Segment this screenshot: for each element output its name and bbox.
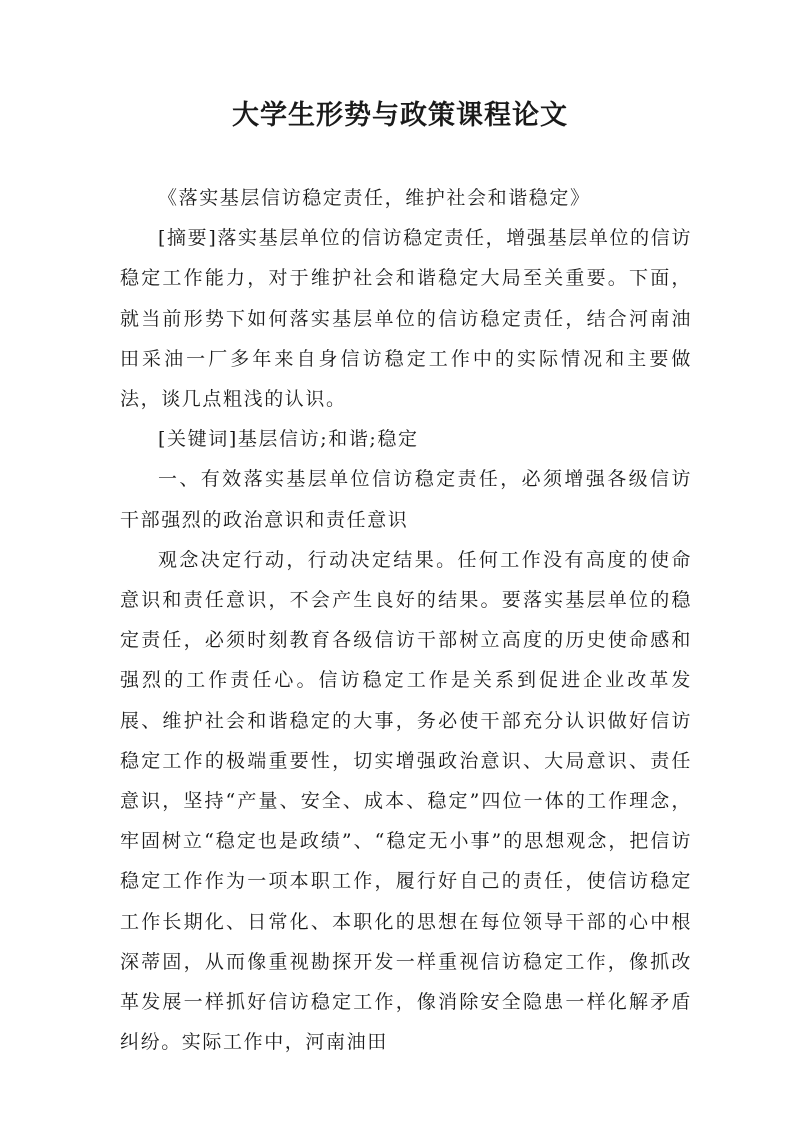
body-paragraph: 观念决定行动，行动决定结果。任何工作没有高度的使命意识和责任意识，不会产生良好的结果。要落实基层单位的稳定责任，必须时刻教育各级信访干部树立高度的历史使命感和强烈的工作责任心。信访稳定工作是关系到促进企业改革发展、维护社会和谐稳定的大事，务必使干部充分认识做好信访稳定工作的极端重要性，切实增强政治意识、大局意识、责任意识，坚持“产量、安全、成本、稳定”四位一体的工作理念，牢固树立“稳定也是政绩”、“稳定无小事”的思想观念，把信访稳定工作作为一项本职工作，履行好自己的责任，使信访稳定工作长期化、日常化、本职化的思想在每位领导干部的心中根深蒂固，从而像重视勘探开发一样重视信访稳定工作，像抓改革发展一样抓好信访稳定工作，像消除安全隐患一样化解矛盾纠纷。实际工作中，河南油田: [120, 548, 692, 1054]
document-title: 大学生形势与政策课程论文: [232, 100, 568, 131]
document-body: [120, 178, 692, 1062]
section-heading: 一、有效落实基层单位信访稳定责任，必须增强各级信访干部强烈的政治意识和责任意识: [120, 468, 692, 531]
essay-subtitle: 《落实基层信访稳定责任，维护社会和谐稳定》: [158, 187, 591, 209]
abstract-paragraph: [摘要]落实基层单位的信访稳定责任，增强基层单位的信访稳定工作能力，对于维护社会和谐稳定大局至关重要。下面，就当前形势下如何落实基层单位的信访稳定责任，结合河南油田采油一厂多年来自身信访稳定工作中的实际情况和主要做法，谈几点粗浅的认识。: [120, 227, 692, 411]
keywords-paragraph: [关键词]基层信访;和谐;稳定: [158, 428, 419, 451]
